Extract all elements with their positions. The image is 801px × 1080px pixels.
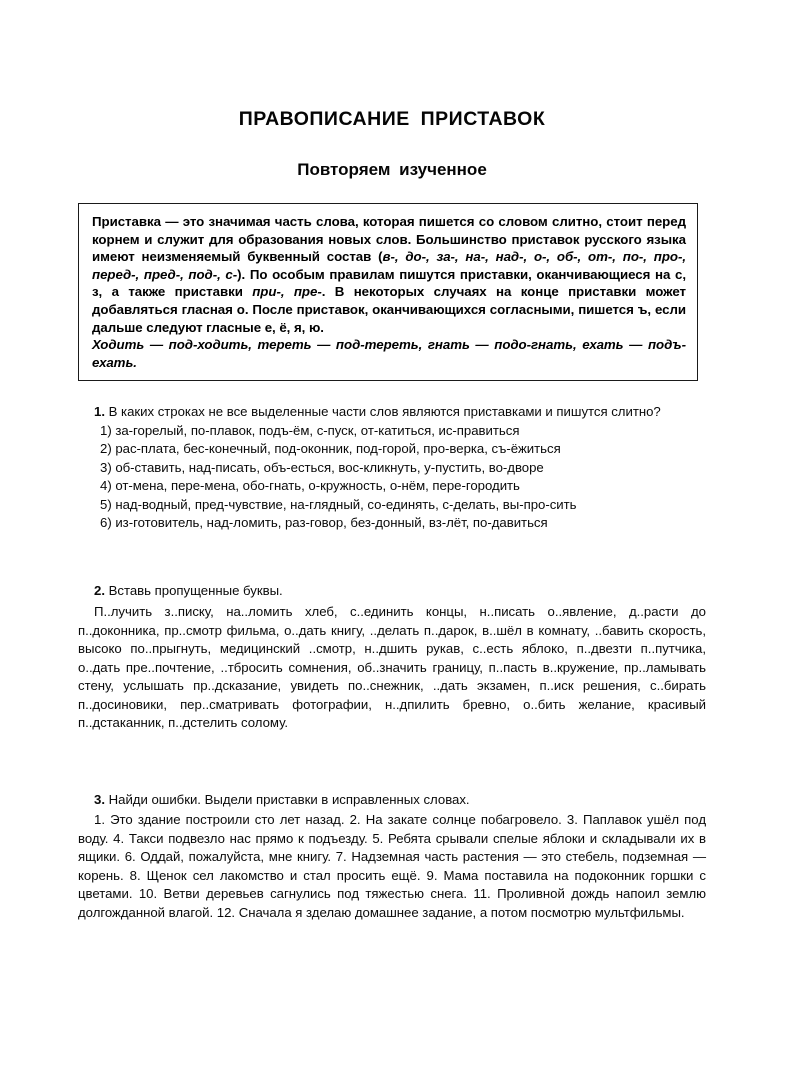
exercise-1-item: 5) над-водный, пред-чувствие, на-глядный, со-единять, с-делать, вы-про-сить (100, 496, 577, 512)
section-gap (78, 733, 706, 769)
rule-box (78, 203, 698, 381)
exercise-1 (78, 403, 706, 533)
rule-box-examples: Ходить — под-ходить, тереть — под-тереть, гнать — подо-гнать, ехать — подъ-ехать. (92, 337, 686, 370)
exercise-3 (78, 791, 706, 923)
exercise-3-prompt (78, 791, 706, 810)
exercise-2-body: П..лучить з..писку, на..ломить хлеб, с..единить концы, н..писать о..явление, д..расти до п..доконника, пр..смотр фильма, о..дать книгу, ..делать п..дарок, в..шёл в комнату, ..бавить скорость, высоко по..прыгнуть, медицинский ..смотр, н..дшить рукав, с..есть яблоко, п..двезти п..путчика, о..дать пре..почтение, ..тбросить сомнения, об..значить границу, п..пасть в..кружение, пр..ламывать стену, услышать пр..дсказание, увидеть по..снежник, ..дать экзамен, п..иск решения, с..бирать п..досиновики, пер..сматривать фотографии, н..дпилить бревно, о..бить желание, красивый п..дстаканник, п..дстелить солому. (78, 604, 706, 731)
rule-box-text: Приставка — это значимая часть слова, которая пишется со словом слитно, стоит перед корнем и служит для образования новых слов. Большинство приставок русского языка имеют неизменяемый буквенный состав (в-, до-, за-, на-, над-, о-, об-, от-, по-, про-, перед-, пред-, под-, с-). По особым правилам пишутся приставки, оканчивающиеся на с, з, а также приставки при-, пре-. В некоторых случаях на конце приставки может добавляться гласная о. После приставок, оканчивающихся согласными, пишется ъ, если дальше следуют гласные е, ё, я, ю. (92, 214, 687, 335)
exercise-2-number: 2. (94, 582, 105, 598)
exercise-1-item: 1) за-горелый, по-плавок, подъ-ём, с-пуск, от-катиться, ис-правиться (100, 422, 520, 438)
exercise-1-item: 4) от-мена, пере-мена, обо-гнать, о-кружность, о-нём, пере-городить (100, 478, 520, 494)
exercise-2-prompt (78, 582, 706, 601)
page-title: ПРАВОПИСАНИЕ ПРИСТАВОК (238, 108, 546, 130)
exercise-3-number: 3. (94, 791, 105, 807)
exercise-1-item: 2) рас-плата, бес-конечный, под-оконник, под-горой, про-верка, съ-ёжиться (100, 441, 561, 457)
exercise-1-item: 6) из-готовитель, над-ломить, раз-говор, без-донный, вз-лёт, по-давиться (100, 515, 548, 531)
page-subtitle: Повторяем изученное (297, 160, 487, 179)
exercise-1-prompt-text: В каких строках не все выделенные части слов являются приставками и пишутся слитно? (108, 404, 661, 420)
page-content (78, 0, 706, 922)
exercise-1-item: 3) об-ставить, над-писать, объ-есться, вос-кликнуть, у-пустить, во-дворе (100, 459, 544, 475)
exercise-1-prompt (78, 403, 706, 422)
exercise-3-prompt-text: Найди ошибки. Выдели приставки в исправленных словах. (108, 791, 470, 807)
section-gap (78, 533, 706, 560)
exercise-2-prompt-text: Вставь пропущенные буквы. (108, 582, 283, 598)
exercise-3-body: 1. Это здание построили сто лет назад. 2. На закате солнце побагровело. 3. Паплавок ушёл под воду. 4. Такси подвезло нас прямо к подъезду. 5. Ребята срывали спелые яблоки и складывали их в ящики. 6. Оддай, пожалуйста, мне книгу. 7. Надземная часть растения — это стебель, подземная — корень. 8. Щенок сел лакомство и стал просить ещё. 9. Мама поставила на подоконник горшки с цветами. 10. Ветви деревьев сагнулись под тяжестью снега. 11. Проливной дождь напоил землю долгожданной влагой. 12. Сначала я зделаю домашнее задание, а потом посмотрю мультфильмы. (78, 812, 706, 920)
exercise-1-number: 1. (94, 404, 105, 420)
exercise-2 (78, 582, 706, 733)
